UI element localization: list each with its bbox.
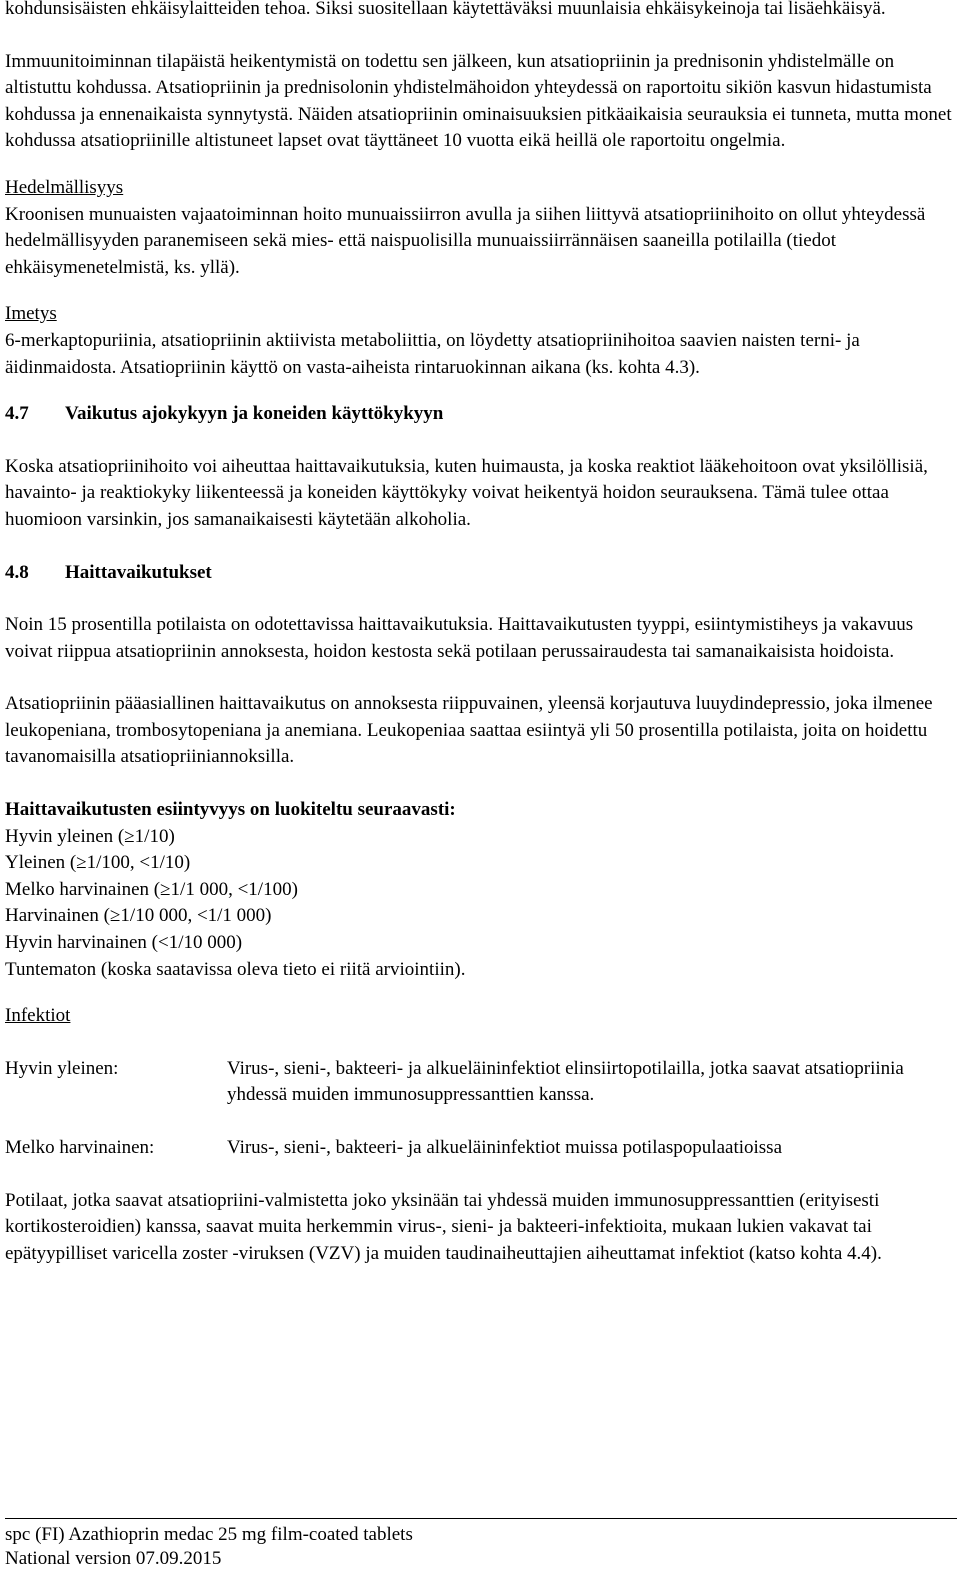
section-4-7-title: Vaikutus ajokykyyn ja koneiden käyttökykyyn [65,403,444,425]
section-4-7-heading [5,401,955,428]
frequency-item: Melko harvinainen (≥1/1 000, <1/100) [5,878,298,900]
section-4-8-title: Haittavaikutukset [65,561,212,583]
infection-row-desc: Virus-, sieni-, bakteeri- ja alkueläininfektiot elinsiirtopotilailla, jotka saavat atsatiopriinia yhdessä muiden immunosuppressanttien kanssa. [227,1057,904,1106]
infections-paragraph: Potilaat, jotka saavat atsatiopriini-valmistetta joko yksinään tai yhdessä muiden immunosuppressanttien (erityisesti kortikosteroidien) kanssa, saavat muita herkemmin virus-, sieni- ja bakteeri-infektioita, mukaan lukien vakavat tai epätyypilliset varicella zoster -viruksen (VZV) ja muiden taudinaiheuttajien aiheuttamat infektiot (katso kohta 4.4). [5,1189,882,1264]
section-4-8-paragraph-2: Atsatiopriinin pääasiallinen haittavaikutus on annoksesta riippuvainen, yleensä korjautuva luuydindepressio, joka ilmenee leukopeniana, trombosytopeniana ja anemiana. Leukopeniaa saattaa esiintyä yli 50 prosentilla potilaista, joita on hoidettu tavanomaisilla atsatiopriiniannoksilla. [5,693,933,768]
section-4-8-heading [5,560,955,587]
fertility-heading: Hedelmällisyys [5,176,124,198]
frequency-item: Yleinen (≥1/100, <1/10) [5,852,191,874]
frequency-heading: Haittavaikutusten esiintyvyys on luokiteltu seuraavasti: [5,799,456,821]
frequency-item: Tuntematon (koska saatavissa oleva tieto ei riitä arviointiin). [5,958,466,980]
infection-row-label: Hyvin yleinen: [5,1057,119,1079]
infection-row-label: Melko harvinainen: [5,1137,155,1158]
footer-version-line: National version 07.09.2015 [5,1548,222,1569]
fertility-paragraph: Kroonisen munuaisten vajaatoiminnan hoito munuaissiirron avulla ja siihen liittyvä atsatiopriinihoito on ollut yhteydessä hedelmällisyyden paranemiseen sekä mies- että naispuolisilla munuaissiirrännäisen saaneilla potilailla (tiedot ehkäisymenetelmistä, ks. yllä). [5,203,926,278]
infection-row-desc: Virus-, sieni-, bakteeri- ja alkueläininfektiot muissa potilaspopulaatioissa [227,1137,782,1158]
section-4-7-paragraph: Koska atsatiopriinihoito voi aiheuttaa haittavaikutuksia, kuten huimausta, ja koska reaktiot lääkehoitoon ovat yksilöllisiä, havainto- ja reaktiokyky liikenteessä ja koneiden käyttökyky voivat heikentyä hoidon seurauksena. Tämä tulee ottaa huomioon varsinkin, jos samanaikaisesti käytetään alkoholia. [5,455,928,530]
section-4-8-paragraph-1: Noin 15 prosentilla potilaista on odotettavissa haittavaikutuksia. Haittavaikutusten tyyppi, esiintymistiheys ja vakavuus voivat riippua atsatiopriinin annoksesta, hoidon kestosta sekä potilaan perussairaudesta tai samanaikaisista hoidoista. [5,614,914,662]
lactation-paragraph: 6-merkaptopuriinia, atsatiopriinin aktiivista metaboliittia, on löydetty atsatiopriinihoitoa saavien naisten terni- ja äidinmaidosta. Atsatiopriinin käyttö on vasta-aiheista rintaruokinnan aikana (ks. kohta 4.3). [5,329,860,378]
infection-row [5,1135,955,1162]
infection-row [5,1056,955,1109]
page-footer [5,1518,957,1571]
infections-heading: Infektiot [5,1005,71,1027]
section-4-7-number: 4.7 [5,403,29,425]
frequency-item: Hyvin yleinen (≥1/10) [5,825,175,847]
frequency-item: Harvinainen (≥1/10 000, <1/1 000) [5,905,272,927]
frequency-item: Hyvin harvinainen (<1/10 000) [5,932,243,954]
intro-paragraph: kohdunsisäisten ehkäisylaitteiden tehoa. Siksi suositellaan käytettäväksi muunlaisia ehkäisykeinoja tai lisäehkäisyä. [5,0,886,19]
section-4-8-number: 4.8 [5,561,29,583]
footer-product-line: spc (FI) Azathioprin medac 25 mg film-coated tablets [5,1524,413,1545]
lactation-heading: Imetys [5,303,57,325]
immune-paragraph: Immuunitoiminnan tilapäistä heikentymistä on todettu sen jälkeen, kun atsatiopriinin ja prednisonin yhdistelmälle on altistuttu kohdussa. Atsatiopriinin ja prednisolonin yhdistelmähoidon yhteydessä on raportoitu sikiön kasvun hidastumista kohdussa ja ennenaikaista synnytystä. Näiden atsatiopriinin ominaisuuksien pitkäaikaisia seurauksia ei tunneta, mutta monet kohdussa atsatiopriinille altistuneet lapset ovat täyttäneet 10 vuotta eikä heillä ole raportoitu ongelmia. [5,50,952,152]
document-page [5,0,955,1267]
